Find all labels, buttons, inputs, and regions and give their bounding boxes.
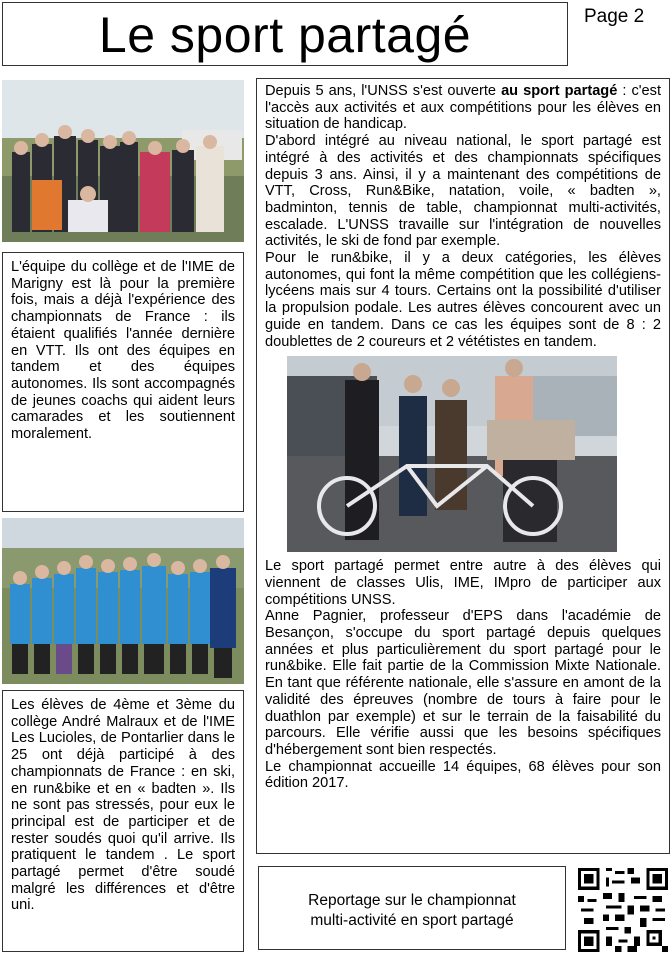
page-number: Page 2: [584, 6, 645, 27]
intro-text-end: : c'est l'accès aux activités et aux compétitions pour les élèves en situation de handicap.: [265, 83, 661, 133]
title-banner: [2, 2, 568, 66]
reportage-line-1: Reportage sur le championnat: [308, 892, 516, 909]
reportage-line-2: multi-activité en sport partagé: [310, 912, 514, 929]
team-marigny-photo: [2, 80, 244, 242]
marigny-text-block: [2, 252, 244, 512]
pontarlier-paragraph: Les élèves de 4ème et 3ème du collège André Malraux et de l'IME Les Lucioles, de Pontarlier dans le 25 ont déjà participé à des championnats de France : en ski, en run&bike et en « badten ». Ils ne sont pas stressés, pour eux le principal est de participer et de rester soudés quoi qu'il arrive. Ils pratiquent le tandem . Le sport partagé permet d'être soudé malgré les différences et d'être uni.: [11, 697, 235, 914]
article-paragraph-runbike: Pour le run&bike, il y a deux catégories, les élèves autonomes, qui font la même compétition que les collégiens-lycéens mais sur 4 tours. Certains ont la possibilité d'utiliser la propulsion podale. Les autres élèves concourent avec un guide en tandem. Dans ce cas les équipes sont de 8 : 2 doublettes de 2 coureurs et 2 vététistes en tandem.: [265, 250, 661, 350]
reportage-box[interactable]: [258, 866, 566, 950]
article-block: [256, 78, 670, 854]
article-intro: [265, 83, 661, 133]
article-paragraph-ulis: Le sport partagé permet entre autre à des élèves qui viennent de classes Ulis, IME, IMpro de participer aux compétitions UNSS.: [265, 558, 661, 608]
pontarlier-text-block: [2, 690, 244, 952]
article-paragraph-stats: Le championnat accueille 14 équipes, 68 élèves pour son édition 2017.: [265, 758, 661, 792]
article-paragraph-history: D'abord intégré au niveau national, le sport partagé est intégré à des activités et des championnats spécifiques depuis 3 ans. Ainsi, il y a maintenant des compétitions de VTT, Cross, Run&Bike, natation, voile, « badten », badminton, tennis de table, championnat multi-activités, escalade. L'UNSS travaille sur l'intégration de nouvelles activités, le ski de fond par exemple.: [265, 133, 661, 250]
intro-text-start: Depuis 5 ans, l'UNSS s'est ouverte: [265, 83, 502, 99]
page-title: Le sport partagé: [98, 7, 472, 63]
tandem-bike-photo: [287, 356, 617, 552]
marigny-paragraph: L'équipe du collège et de l'IME de Marigny est là pour la première fois, mais a déjà l'expérience des championnats de France : ils étaient qualifiés l'année dernière en VTT. Ils ont des équipes en tandem et des équipes autonomes. Ils sont accompagnés de jeunes coachs qui aident leurs camarades et les soutiennent moralement.: [11, 259, 235, 443]
qr-code-icon[interactable]: [578, 868, 668, 952]
intro-bold-term: au sport partagé: [501, 83, 618, 99]
article-paragraph-pagnier: Anne Pagnier, professeur d'EPS dans l'académie de Besançon, s'occupe du sport partagé depuis quelques années et plus particulièrement du sport partagé pour le run&bike. Elle fait partie de la Commission Mixte Nationale. En tant que référente nationale, elle s'assure en amont de la validité des épreuves (nombre de tours à faire pour le duathlon par exemple) et sur le terrain de la faisabilité du parcours. Elle vérifie aussi que les besoins spécifiques d'hébergement sont bien respectés.: [265, 608, 661, 758]
team-pontarlier-photo: [2, 518, 244, 684]
